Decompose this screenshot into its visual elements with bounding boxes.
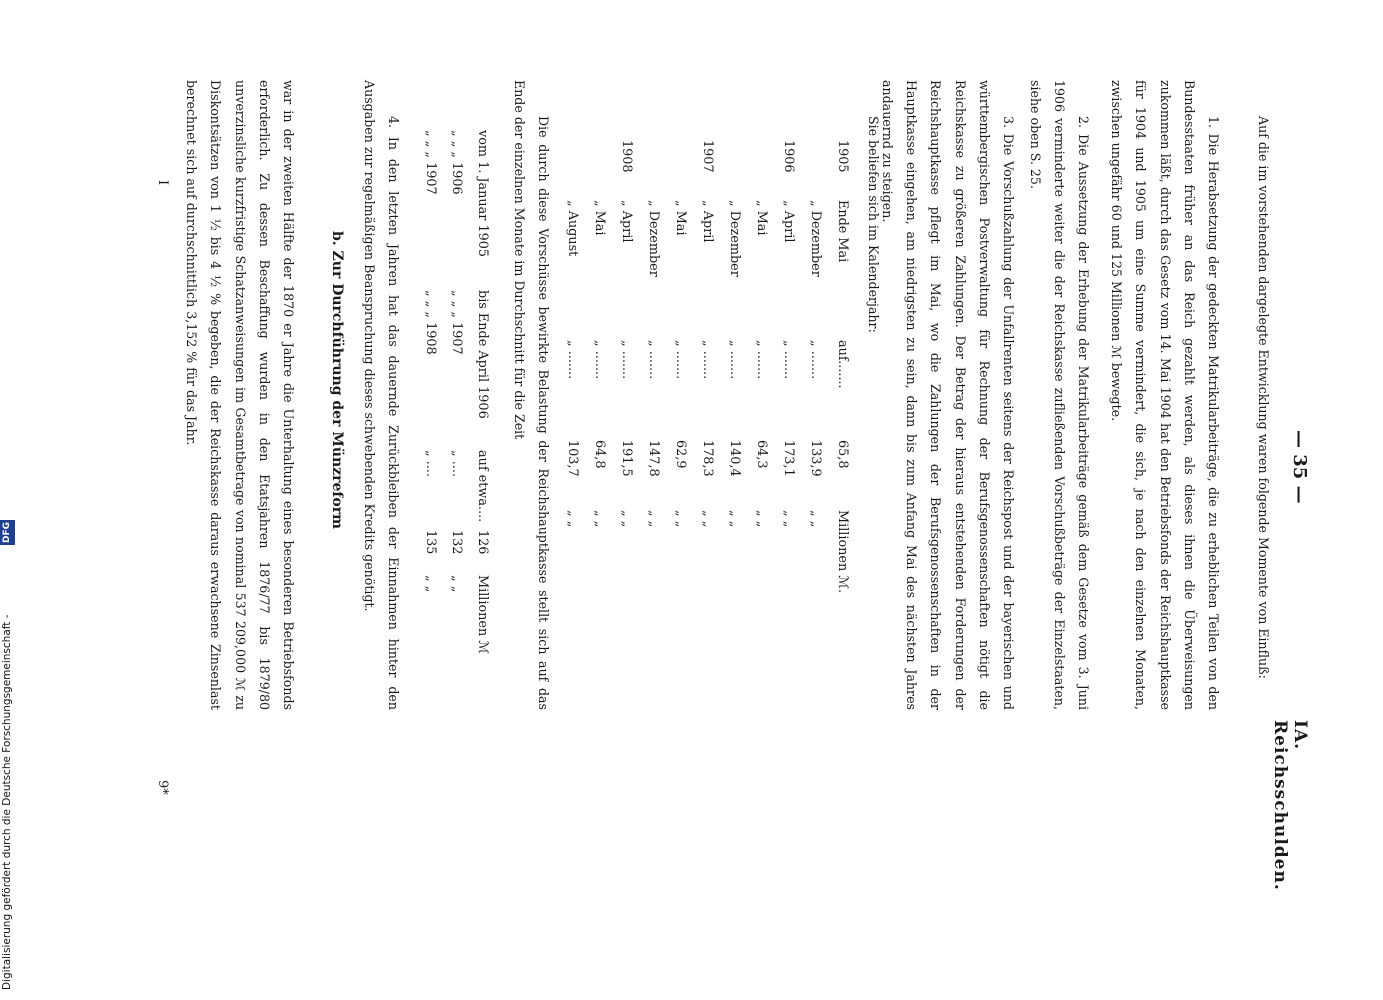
dfg-sidebar — [0, 0, 16, 1000]
paragraph-2 — [1022, 80, 1095, 710]
calendar-cell-value: 173,1 — [781, 440, 796, 477]
period-cell-from: „ „ „ 1907 — [423, 130, 438, 195]
burden-intro-text: Die durch diese Vorschüsse bewirkte Belastung der Reichshauptkasse stellt sich auf das Ende der einzelnen Monate im Durchschnitt für die Zeit — [511, 80, 551, 710]
calendar-cell-unit: Millionen ℳ. — [835, 510, 850, 594]
item-2-text: 2. Die Aussetzung der Erhebung der Matrikularbeiträge gemäß dem Gesetze vom 3. Juni 1906 verminderte weiter die der Reichskasse zufließenden Vorschußbeträge der Einzelstaaten, siehe oben S. 25. — [1027, 80, 1091, 710]
calendar-cell-dots: „ ....... — [754, 340, 769, 380]
period-cell-to: „ „ „ 1907 — [449, 290, 464, 355]
page-content — [150, 80, 1310, 920]
paragraph-3 — [875, 80, 1020, 710]
footer-signature-right: 9* — [155, 780, 170, 795]
item-b-text: war in der zweiten Hälfte der 1870 er Jahre die Unterhaltung eines besonderen Betriebsfonds erforderlich. Zu dessen Beschaffung wurden in den Etatsjahren 1876/77 bis 1879/80 unverzinsliche kurzfristige Schatzanweisungen im Gesamtbetrage von nominal 537 209,000 ℳ zu Diskontsätzen von 1 ½ bis 4 ½ % begeben, die der Reichskasse daraus erwachsene Zinsenlast berechnet sich auf durchschnittlich 3,152 % für das Jahr. — [184, 80, 296, 710]
paragraph-intro — [1251, 80, 1275, 710]
calendar-cell-unit: „ „ — [565, 510, 580, 528]
calendar-intro-text: Sie beliefen sich im Kalenderjahr: — [866, 116, 881, 333]
calendar-cell-dots: „ ....... — [700, 340, 715, 380]
calendar-cell-unit: „ „ — [673, 510, 688, 528]
calendar-row — [637, 80, 661, 710]
calendar-cell-month: „ August — [565, 200, 580, 257]
calendar-cell-year: 1905 — [835, 140, 850, 173]
calendar-cell-value: 191,5 — [619, 440, 634, 477]
calendar-row — [799, 80, 823, 710]
footer-signature-left: I — [155, 180, 170, 186]
period-row — [466, 80, 490, 710]
calendar-cell-month: „ Mai — [673, 200, 688, 236]
period-cell-to: bis Ende April 1906 — [475, 290, 490, 419]
calendar-cell-dots: „ ....... — [646, 340, 661, 380]
calendar-cell-month: „ Dezember — [727, 200, 742, 277]
calendar-cell-value: 103,7 — [565, 440, 580, 477]
calendar-cell-dots: auf....... — [835, 340, 850, 389]
calendar-cell-unit: „ „ — [754, 510, 769, 528]
calendar-cell-month: „ April — [781, 200, 796, 243]
calendar-cell-month: „ Mai — [592, 200, 607, 236]
dfg-logo: DFG — [0, 520, 15, 545]
calendar-cell-dots: „ ....... — [565, 340, 580, 380]
calendar-row — [718, 80, 742, 710]
item-1-text: 1. Die Herabsetzung der gedeckten Matrikularbeiträge, die zu erheblichen Teilen von den Bundesstaaten früher an das Reich gezahlt werden, als dieses ihnen die Überweisungen zukommen läßt, durch das Gesetz vom 14. Mai 1904 hat den Betriebsfonds der Reichshauptkasse für 1904 und 1905 um eine Summe vermindert, die sich, je nach den einzelnen Monaten, zwischen ungefähr 60 und 125 Millionen ℳ bewegte. — [1109, 80, 1221, 710]
calendar-cell-month: „ Dezember — [646, 200, 661, 277]
burden-intro — [507, 80, 555, 710]
item-3-text: 3. Die Vorschußzahlung der Unfallrenten seitens der Reichspost und der bayerischen und württembergischen Postverwaltung für Rechnung der Berufsgenossenschaften nötigt die Reichskasse zu größeren Zahlungen. Der Betrag der hieraus entstehenden Forderungen der Reichshauptkasse pflegt im Mai, wo die Zahlungen der Berufsgenossenschaften in der Hauptkasse eingehen, am niedrigsten zu sein, dann bis zum Anfang Mai des nächsten Jahres andauernd zu steigen. — [879, 80, 1016, 710]
period-cell-to: „ „ „ 1908 — [423, 290, 438, 355]
page-number: — 35 — — [1289, 430, 1310, 504]
calendar-cell-value: 65,8 — [835, 440, 850, 469]
calendar-row — [583, 80, 607, 710]
period-row — [414, 80, 438, 710]
calendar-cell-dots: „ ....... — [592, 340, 607, 380]
calendar-cell-value: 64,3 — [754, 440, 769, 469]
section-heading-b: b. Zur Durchführung der Münzreform — [329, 231, 345, 529]
calendar-row — [745, 80, 769, 710]
period-cell-dots: „ .... — [449, 450, 464, 477]
item-4-text: 4. In den letzten Jahren hat das dauernde Zurückbleiben der Einnahmen hinter den Ausgaben zur regelmäßigen Beanspruchung dieses schwebenden Kredits genötigt. — [361, 80, 401, 710]
calendar-cell-year: 1907 — [700, 140, 715, 173]
calendar-cell-unit: „ „ — [646, 510, 661, 528]
calendar-cell-month: Ende Mai — [835, 200, 850, 263]
period-row — [440, 80, 464, 710]
period-cell-unit: Millionen ℳ — [475, 575, 490, 654]
intro-text: Auf die im vorstehenden dargelegte Entwicklung waren folgende Momente von Einfluß: — [1256, 116, 1271, 679]
paragraph-4 — [357, 80, 405, 710]
calendar-cell-unit: „ „ — [619, 510, 634, 528]
calendar-cell-value: 178,3 — [700, 440, 715, 477]
paragraph-b — [179, 80, 300, 710]
calendar-cell-month: „ Dezember — [808, 200, 823, 277]
calendar-row — [664, 80, 688, 710]
calendar-cell-month: „ Mai — [754, 200, 769, 236]
calendar-cell-value: 140,4 — [727, 440, 742, 477]
calendar-cell-value: 133,9 — [808, 440, 823, 477]
period-cell-from: vom 1. Januar 1905 — [475, 130, 490, 258]
calendar-cell-unit: „ „ — [727, 510, 742, 528]
calendar-row — [772, 80, 796, 710]
calendar-cell-dots: „ ....... — [781, 340, 796, 380]
period-cell-unit: „ „ — [423, 575, 438, 593]
calendar-row — [691, 80, 715, 710]
period-cell-dots: „ .... — [423, 450, 438, 477]
calendar-cell-month: „ April — [700, 200, 715, 243]
period-cell-dots: auf etwa.... — [475, 450, 490, 523]
calendar-cell-dots: „ ....... — [727, 340, 742, 380]
period-cell-unit: „ „ — [449, 575, 464, 593]
calendar-cell-unit: „ „ — [781, 510, 796, 528]
period-cell-value: 132 — [449, 530, 464, 555]
calendar-cell-year: 1908 — [619, 140, 634, 173]
running-head: IA. Reichsschulden. — [1270, 720, 1310, 891]
calendar-cell-value: 64,8 — [592, 440, 607, 469]
calendar-cell-dots: „ ....... — [673, 340, 688, 380]
calendar-cell-month: „ April — [619, 200, 634, 243]
calendar-cell-unit: „ „ — [592, 510, 607, 528]
calendar-row — [826, 80, 850, 710]
calendar-row — [556, 80, 580, 710]
period-cell-from: „ „ „ 1906 — [449, 130, 464, 195]
calendar-cell-value: 62,9 — [673, 440, 688, 469]
calendar-cell-unit: „ „ — [700, 510, 715, 528]
period-cell-value: 135 — [423, 530, 438, 555]
dfg-note: Digitalisierung gefördert durch die Deutsche Forschungsgemeinschaft - — [1, 614, 13, 990]
rotated-page — [150, 80, 1310, 920]
calendar-cell-value: 147,8 — [646, 440, 661, 477]
calendar-row — [610, 80, 634, 710]
calendar-intro — [861, 80, 885, 710]
period-cell-value: 126 — [475, 530, 490, 555]
calendar-cell-year: 1906 — [781, 140, 796, 173]
paragraph-1 — [1104, 80, 1225, 710]
calendar-cell-unit: „ „ — [808, 510, 823, 528]
calendar-cell-dots: „ ....... — [619, 340, 634, 380]
calendar-cell-dots: „ ....... — [808, 340, 823, 380]
